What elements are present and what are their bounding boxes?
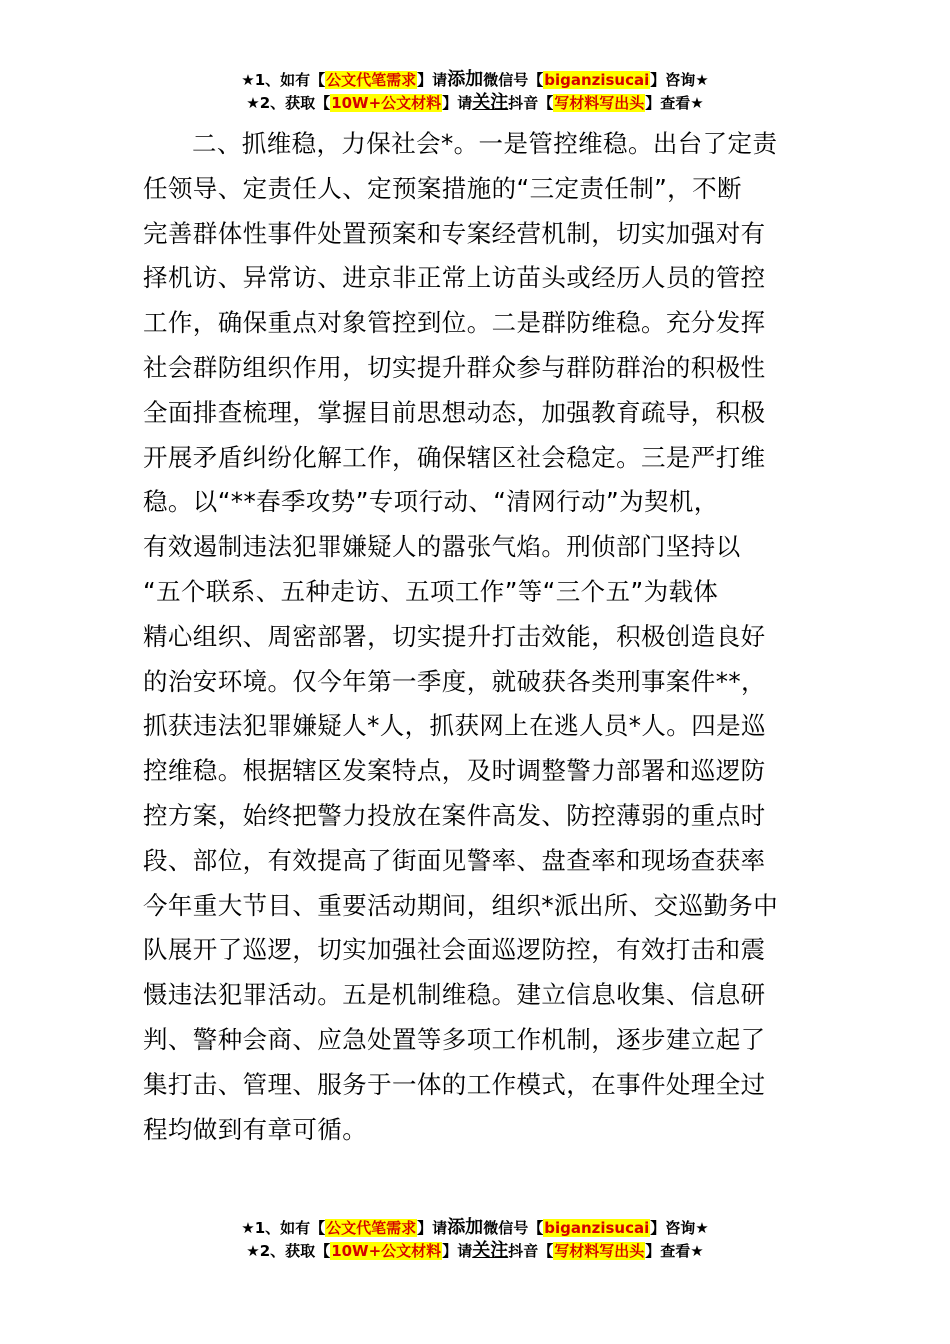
banner-highlight-douyin: 写材料写出头 bbox=[554, 1242, 645, 1260]
banner-highlight-douyin: 写材料写出头 bbox=[554, 94, 645, 112]
paragraph-line: 开展矛盾纠纷化解工作，确保辖区社会稳定。三是严打维 bbox=[143, 442, 766, 472]
banner-line-1: ★1、如有【公文代笔需求】请添加微信号【biganzisucai】咨询★ bbox=[241, 1217, 709, 1238]
paragraph-line: 完善群体性事件处置预案和专案经营机制，切实加强对有 bbox=[143, 218, 766, 248]
paragraph-line: 今年重大节目、重要活动期间，组织*派出所、交巡勤务中 bbox=[143, 890, 779, 920]
paragraph-line: 任领导、定责任人、定预案措施的“三定责任制”，不断 bbox=[143, 173, 742, 203]
banner-highlight-wechat-id: biganzisucai bbox=[544, 71, 650, 89]
banner-highlight-wechat-id: biganzisucai bbox=[544, 1219, 650, 1237]
paragraph-line: “五个联系、五种走访、五项工作”等“三个五”为载体 bbox=[143, 576, 719, 606]
paragraph-line: 段、部位，有效提高了街面见警率、盘查率和现场查获率 bbox=[143, 845, 766, 875]
header-banner bbox=[0, 68, 950, 114]
paragraph-line: 判、警种会商、应急处置等多项工作机制，逐步建立起了 bbox=[143, 1024, 766, 1054]
paragraph-line: 工作，确保重点对象管控到位。二是群防维稳。充分发挥 bbox=[143, 308, 766, 338]
banner-highlight-materials: 10W+公文材料 bbox=[331, 94, 442, 112]
banner-line-2: ★2、获取【10W+公文材料】请关注抖音【写材料写出头】查看★ bbox=[246, 1240, 704, 1261]
paragraph-line: 的治安环境。仅今年第一季度，就破获各类刑事案件**， bbox=[143, 666, 766, 696]
paragraph-line: 程均做到有章可循。 bbox=[143, 1114, 368, 1144]
paragraph-line: 稳。以“**春季攻势”专项行动、“清网行动”为契机， bbox=[143, 487, 719, 517]
footer-banner bbox=[0, 1216, 950, 1262]
banner-line-1: ★1、如有【公文代笔需求】请添加微信号【biganzisucai】咨询★ bbox=[241, 69, 709, 90]
paragraph-line: 全面排查梳理，掌握目前思想动态，加强教育疏导，积极 bbox=[143, 397, 766, 427]
document-body bbox=[143, 122, 807, 1152]
banner-highlight-service: 公文代笔需求 bbox=[326, 71, 417, 89]
banner-highlight-service: 公文代笔需求 bbox=[326, 1219, 417, 1237]
paragraph-line: 控维稳。根据辖区发案特点，及时调整警力部署和巡逻防 bbox=[143, 756, 766, 786]
banner-line-2: ★2、获取【10W+公文材料】请关注抖音【写材料写出头】查看★ bbox=[246, 92, 704, 113]
paragraph-line: 择机访、异常访、进京非正常上访苗头或经历人员的管控 bbox=[143, 263, 766, 293]
paragraph-line: 慑违法犯罪活动。五是机制维稳。建立信息收集、信息研 bbox=[143, 980, 766, 1010]
paragraph-line: 队展开了巡逻，切实加强社会面巡逻防控，有效打击和震 bbox=[143, 935, 766, 965]
paragraph-line: 有效遏制违法犯罪嫌疑人的嚣张气焰。刑侦部门坚持以 bbox=[143, 532, 741, 562]
paragraph-line: 抓获违法犯罪嫌疑人*人，抓获网上在逃人员*人。四是巡 bbox=[143, 711, 766, 741]
paragraph-line: 集打击、管理、服务于一体的工作模式，在事件处理全过 bbox=[143, 1069, 766, 1099]
paragraph-line: 控方案，始终把警力投放在案件高发、防控薄弱的重点时 bbox=[143, 800, 766, 830]
paragraph-line: 精心组织、周密部署，切实提升打击效能，积极创造良好 bbox=[143, 621, 766, 651]
paragraph-line: 社会群防组织作用，切实提升群众参与群防群治的积极性 bbox=[143, 352, 766, 382]
banner-highlight-materials: 10W+公文材料 bbox=[331, 1242, 442, 1260]
paragraph-line: 二、抓维稳，力保社会*。一是管控维稳。出台了定责 bbox=[192, 129, 778, 158]
